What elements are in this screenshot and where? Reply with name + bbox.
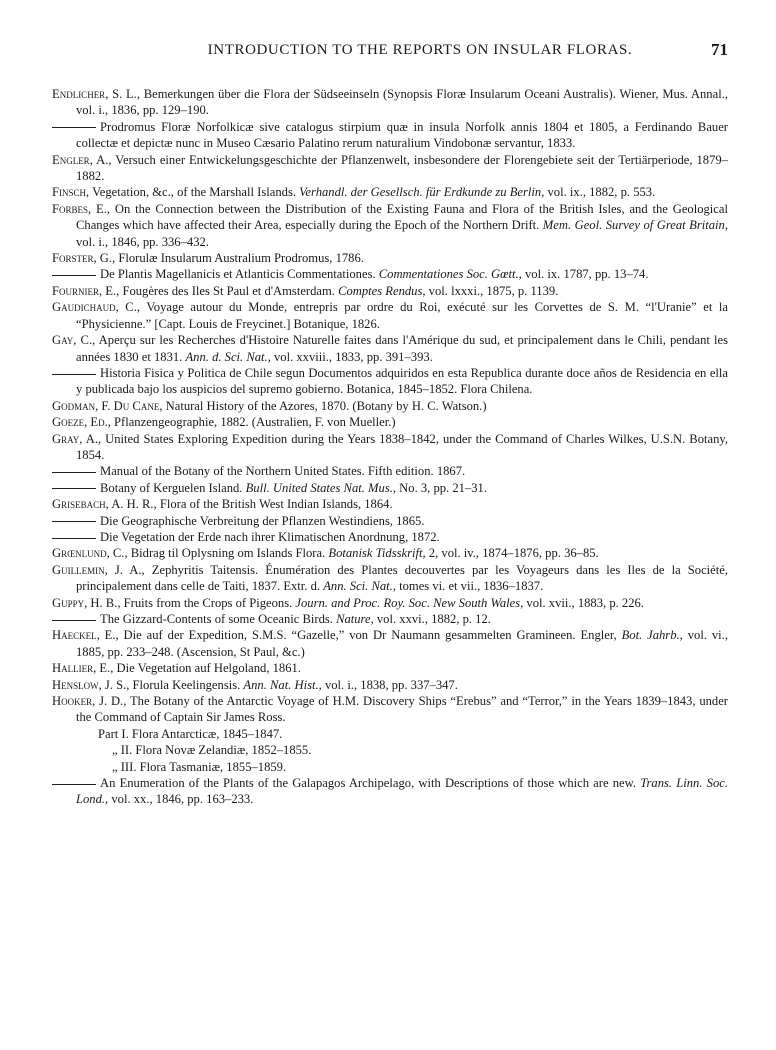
- ditto-dash: [52, 275, 96, 276]
- entry-text: Die Geographische Verbreitung der Pflanzen Westindiens, 1865.: [100, 513, 425, 528]
- entry-text-end: vol. xvii., 1883, p. 226.: [523, 595, 644, 610]
- entry-author: Guppy, H. B.,: [52, 595, 121, 610]
- entry-text: Bidrag til Oplysning om Islands Flora.: [127, 546, 329, 561]
- bib-entry: [52, 266, 728, 282]
- entry-author: Gay, C.,: [52, 333, 96, 348]
- bib-entry: [52, 463, 728, 479]
- entry-text: The Botany of the Antarctic Voyage of H.M. Discovery Ships “Erebus” and “Terror,” in the Years 1839–1843, under the Command of Captain Sir James Ross.: [76, 694, 729, 725]
- entry-author: Grœnlund, C.,: [52, 546, 128, 561]
- entry-text: Botany of Kerguelen Island.: [100, 480, 246, 495]
- bib-entry: [52, 431, 728, 464]
- bib-entry: [52, 513, 728, 529]
- entry-author: Henslow, J. S.,: [52, 677, 130, 692]
- bib-entry: [52, 398, 728, 414]
- entry-text: Zephyritis Taitensis. Énumération des Plantes decouvertes par les Voyageurs dans les Iles de la Société, principalement dans celle de Taiti, 1837. Extr. d.: [76, 562, 729, 594]
- bib-entry: [52, 365, 728, 398]
- ditto-dash: [52, 472, 96, 473]
- entry-text: Voyage autour du Monde, entrepris par ordre du Roi, exécuté sur les Corvettes de S. M. “l'Uranie” et la “Physicienne.” [Capt. Louis de Freycinet.] Botanique, 1826.: [76, 300, 728, 331]
- entry-text: Florula Keelingensis.: [129, 677, 244, 692]
- entry-text: Fougères des Iles St Paul et d'Amsterdam.: [119, 283, 339, 298]
- entry-journal: Comptes Rendus,: [338, 283, 426, 298]
- entry-journal: Verhandl. der Gesellsch. für Erdkunde zu Berlin,: [299, 185, 545, 200]
- entry-text: Prodromus Floræ Norfolkicæ sive catalogus stirpium quæ in insula Norfolk annis 1804 et 1805, a Ferdinando Bauer collectæ et depictæ nunc in Museo Cæsario Palatino rerum naturalium Vindobonæ servantur, 1833.: [76, 119, 728, 151]
- entry-journal: Nature,: [336, 612, 374, 626]
- entry-text: Flora of the British West Indian Islands, 1864.: [156, 497, 393, 512]
- entry-text: Bemerkungen über die Flora der Südseeinseln (Synopsis Floræ Insularum Oceani Australis). Wiener, Mus. Annal., vol. i., 1836, pp. 129–190.: [76, 87, 728, 118]
- entry-author: Engler, A.,: [52, 152, 112, 167]
- entry-text: Die Vegetation auf Helgoland, 1861.: [113, 661, 301, 676]
- bib-entry: [52, 611, 728, 627]
- entry-journal: Ann. d. Sci. Nat.,: [185, 349, 271, 364]
- page-number: 71: [711, 40, 728, 59]
- entry-author: Hooker, J. D.,: [52, 694, 127, 709]
- bib-entry: [52, 562, 728, 595]
- entry-journal: Bull. United States Nat. Mus.,: [245, 480, 397, 495]
- hooker-part: „ III. Flora Tasmaniæ, 1855–1859.: [112, 759, 287, 774]
- ditto-dash: [52, 784, 96, 785]
- entry-text: Versuch einer Entwickelungsgeschichte der Pflanzenwelt, insbesondere der Florengebiete seit der Tertiärperiode, 1879–1882.: [76, 152, 728, 184]
- entry-text: United States Exploring Expedition during the Years 1838–1842, under the Command of Charles Wilkes, U.S.N. Botany, 1854.: [76, 431, 729, 462]
- bib-entry: [52, 677, 728, 693]
- hooker-part: Part I. Flora Antarcticæ, 1845–1847.: [98, 726, 283, 741]
- bib-entry: [52, 660, 728, 676]
- entry-text-end: vol. ix., 1882, p. 553.: [544, 185, 656, 200]
- entry-text: Vegetation, &c., of the Marshall Islands.: [89, 185, 300, 200]
- entry-author: Endlicher, S. L.,: [52, 87, 140, 101]
- bib-entry: [52, 775, 728, 808]
- bib-entry: [52, 283, 728, 299]
- bib-entry: [52, 496, 728, 512]
- entry-text-end: vol. xxvi., 1882, p. 12.: [373, 612, 491, 626]
- bibliography-list: [52, 86, 728, 808]
- entry-journal: Trans. Linn. Soc. Lond.,: [76, 776, 728, 807]
- entry-journal: Commentationes Soc. Gœtt.,: [378, 267, 522, 282]
- ditto-dash: [52, 538, 96, 539]
- entry-text-end: No. 3, pp. 21–31.: [396, 480, 487, 495]
- entry-text: Fruits from the Crops of Pigeons.: [120, 595, 296, 610]
- entry-author: Fournier, E.,: [52, 283, 120, 298]
- entry-author: Hallier, E.,: [52, 661, 114, 676]
- entry-author: Gaudichaud, C.,: [52, 300, 140, 315]
- entry-text: Pflanzengeographie, 1882. (Australien, F. von Mueller.): [110, 415, 396, 430]
- entry-author: Forster, G.,: [52, 251, 116, 266]
- entry-text: Manual of the Botany of the Northern United States. Fifth edition. 1867.: [100, 464, 466, 479]
- bib-entry: [52, 595, 728, 611]
- entry-text-end: vol. lxxxi., 1875, p. 1139.: [425, 283, 559, 298]
- bib-entry: [52, 250, 728, 266]
- entry-journal: Ann. Nat. Hist.,: [243, 677, 322, 692]
- ditto-dash: [52, 127, 96, 128]
- entry-text: Florulæ Insularum Australium Prodromus, 1786.: [115, 251, 364, 266]
- entry-text: On the Connection between the Distribution of the Existing Fauna and Flora of the British Isles, and the Geological Changes which have affected their Area, especially during the Epoch of the Northern Drift.: [76, 201, 728, 233]
- entry-text-end: vol. vi., 1885, pp. 233–248. (Ascension, St Paul, &c.): [76, 628, 728, 659]
- bib-entry: [52, 119, 728, 152]
- entry-text-end: vol. i., 1838, pp. 337–347.: [321, 677, 458, 692]
- entry-journal: Bot. Jahrb.,: [621, 628, 683, 643]
- bib-entry: [52, 529, 728, 545]
- entry-journal: Ann. Sci. Nat.,: [323, 579, 396, 594]
- entry-text: De Plantis Magellanicis et Atlanticis Commentationes.: [100, 267, 379, 282]
- bib-entry: [52, 545, 728, 561]
- entry-text-end: vol. xx., 1846, pp. 163–233.: [108, 792, 254, 807]
- ditto-dash: [52, 488, 96, 489]
- entry-text-end: vol. xxviii., 1833, pp. 391–393.: [270, 349, 433, 364]
- entry-text: Natural History of the Azores, 1870. (Botany by H. C. Watson.): [162, 398, 487, 413]
- running-header: [52, 42, 728, 64]
- page-title: INTRODUCTION TO THE REPORTS ON INSULAR FLORAS.: [207, 42, 633, 58]
- bib-entry: [52, 152, 728, 185]
- entry-author: Godman, F. Du Cane,: [52, 398, 163, 413]
- ditto-dash: [52, 521, 96, 522]
- entry-author: Haeckel, E.,: [52, 628, 119, 643]
- entry-journal: Botanisk Tidsskrift,: [328, 546, 426, 561]
- entry-text-end: vol. i., 1846, pp. 336–432.: [76, 234, 209, 249]
- entry-author: Grisebach, A. H. R.,: [52, 497, 157, 512]
- bib-entry: [52, 86, 728, 119]
- entry-author: Goeze, Ed.,: [52, 415, 111, 430]
- entry-journal: Journ. and Proc. Roy. Soc. New South Wales,: [295, 595, 524, 610]
- entry-text-end: 2, vol. iv., 1874–1876, pp. 36–85.: [425, 546, 599, 561]
- ditto-dash: [52, 620, 96, 621]
- entry-text: The Gizzard-Contents of some Oceanic Birds.: [100, 612, 337, 626]
- entry-text: Historia Fisica y Politica de Chile segun Documentos adquiridos en esta Republica durante doce años de Residencia en ella y publicada bajo los auspicios del supremo gobierno. Botanica, 1845–1852. Flora Chilena.: [76, 365, 728, 397]
- entry-author: Gray, A.,: [52, 431, 102, 446]
- entry-text-end: tomes vi. et vii., 1836–1837.: [395, 579, 544, 594]
- entry-author: Forbes, E.,: [52, 201, 111, 216]
- entry-text-end: vol. ix. 1787, pp. 13–74.: [521, 267, 649, 282]
- ditto-dash: [52, 374, 96, 375]
- entry-text: Aperçu sur les Recherches d'Histoire Naturelle faites dans l'Amérique du sud, et principalement dans le Chili, pendant les années 1830 et 1831.: [76, 333, 728, 364]
- entry-text: An Enumeration of the Plants of the Galapagos Archipelago, with Descriptions of those which are new.: [100, 776, 641, 791]
- bib-entry: [52, 693, 728, 726]
- bib-entry: [52, 480, 728, 496]
- bib-entry: [52, 201, 728, 250]
- entry-journal: Mem. Geol. Survey of Great Britain,: [542, 218, 728, 233]
- bib-entry: [52, 332, 728, 365]
- entry-author: Finsch,: [52, 185, 90, 200]
- entry-text: Die auf der Expedition, S.M.S. “Gazelle,” von Dr Naumann gesammelten Gramineen. Engler,: [118, 628, 622, 643]
- entry-author: Guillemin, J. A.,: [52, 562, 145, 577]
- bib-entry: [52, 184, 728, 200]
- bib-entry: [52, 627, 728, 660]
- bib-entry: [52, 414, 728, 430]
- entry-text: Die Vegetation der Erde nach ihrer Klimatischen Anordnung, 1872.: [100, 529, 440, 544]
- hooker-part: „ II. Flora Novæ Zelandiæ, 1852–1855.: [112, 743, 312, 758]
- bib-entry: [52, 299, 728, 332]
